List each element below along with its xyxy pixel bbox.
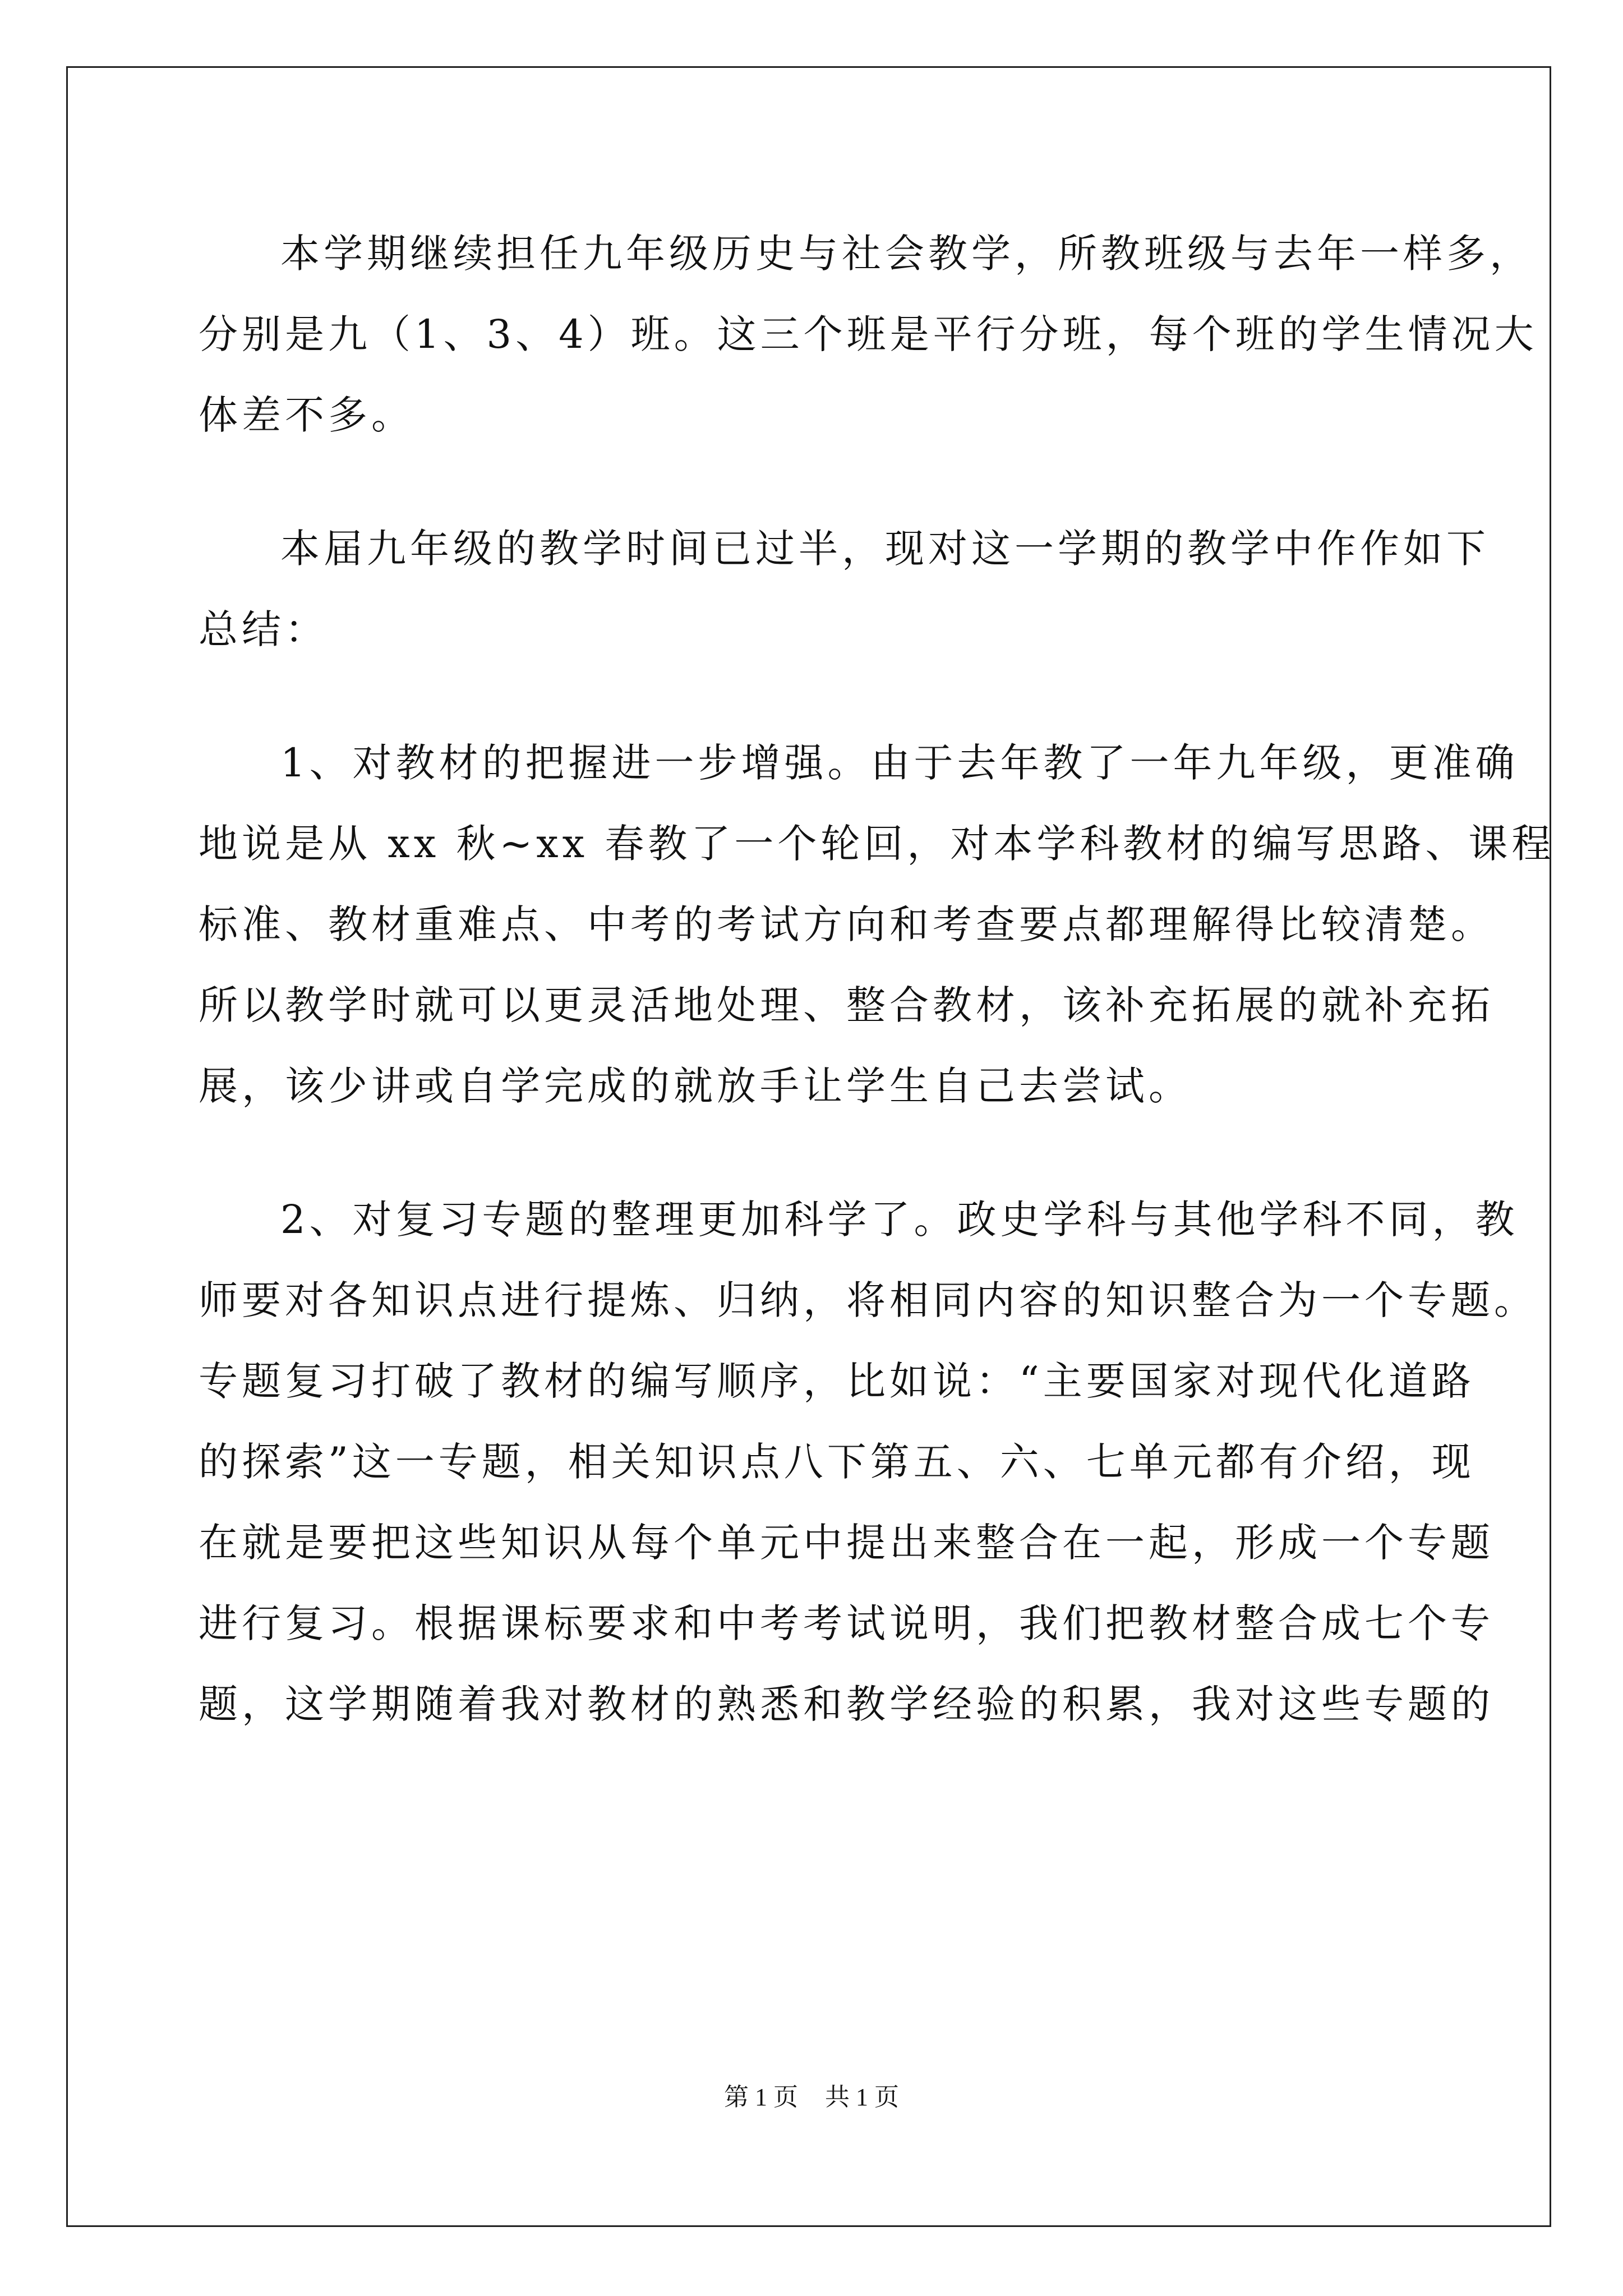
paragraph-3-line-1: 1、对教材的把握进一步增强。由于去年教了一年九年级，更准确: [280, 740, 1519, 786]
paragraph-1-line-1: 本学期继续担任九年级历史与社会教学，所教班级与去年一样多，: [280, 231, 1533, 277]
paragraph-1-line-2: 分别是九（1、3、4）班。这三个班是平行分班，每个班的学生情况大: [199, 311, 1538, 357]
paragraph-1-line-3: 体差不多。: [199, 392, 414, 438]
paragraph-4-line-5: 在就是要把这些知识从每个单元中提出来整合在一起，形成一个专题: [199, 1520, 1494, 1566]
page-total: 共 1 页: [825, 2083, 899, 2111]
document-body: [199, 213, 1555, 1745]
paragraph-3-line-2: 地说是从 xx 秋~xx 春教了一个轮回，对本学科教材的编写思路、课程: [199, 821, 1555, 867]
paragraph-4-line-6: 进行复习。根据课标要求和中考考试说明，我们把教材整合成七个专: [199, 1600, 1494, 1646]
page-number: 第 1 页: [724, 2083, 798, 2111]
paragraph-3-line-3: 标准、教材重难点、中考的考试方向和考查要点都理解得比较清楚。: [199, 901, 1494, 947]
paragraph-gap: [199, 670, 1427, 723]
page-footer: [0, 2077, 1623, 2113]
paragraph-2-line-1: 本届九年级的教学时间已过半，现对这一学期的教学中作作如下: [280, 526, 1490, 572]
paragraph-4-line-1: 2、对复习专题的整理更加科学了。政史学科与其他学科不同，教: [280, 1197, 1519, 1243]
paragraph-gap: [199, 455, 1427, 508]
paragraph-4-line-2: 师要对各知识点进行提炼、归纳，将相同内容的知识整合为一个专题。: [199, 1277, 1537, 1323]
paragraph-4-line-7: 题，这学期随着我对教材的熟悉和教学经验的积累，我对这些专题的: [199, 1681, 1494, 1727]
paragraph-3-line-4: 所以教学时就可以更灵活地处理、整合教材，该补充拓展的就补充拓: [199, 982, 1494, 1028]
paragraph-4-line-4: 的探索”这一专题，相关知识点八下第五、六、七单元都有介绍，现: [199, 1439, 1475, 1485]
paragraph-4-line-3: 专题复习打破了教材的编写顺序，比如说：“主要国家对现代化道路: [199, 1358, 1475, 1404]
paragraph-gap: [199, 1126, 1427, 1179]
paragraph-2-line-2: 总结：: [199, 606, 328, 652]
paragraph-3-line-5: 展，该少讲或自学完成的就放手让学生自己去尝试。: [199, 1063, 1192, 1109]
